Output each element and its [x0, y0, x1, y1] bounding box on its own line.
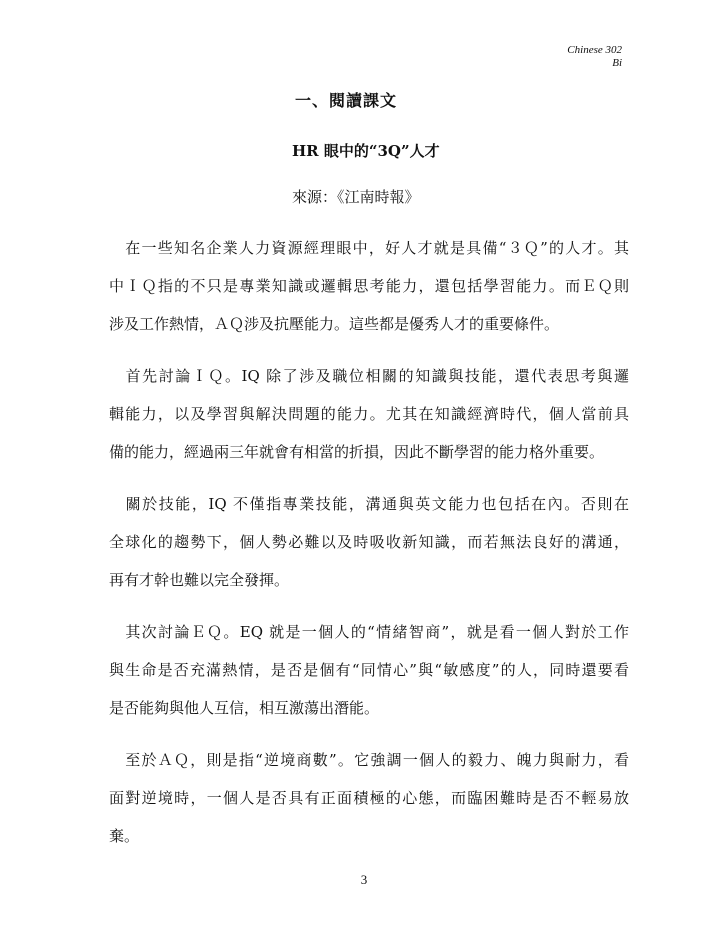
paragraph-line: 輯能力，以及學習與解決問題的能力。尤其在知識經濟時代，個人當前具 [109, 405, 629, 423]
paragraph-line: 在一些知名企業人力資源經理眼中，好人才就是具備“３Ｑ”的人才。其 [109, 239, 629, 257]
article-title: HR 眼中的“3Q”人才 [292, 142, 440, 160]
paragraph-line: 全球化的趨勢下，個人勢必難以及時吸收新知識，而若無法良好的溝通， [109, 533, 629, 551]
page-number: 3 [360, 872, 368, 887]
paragraph-line: 中ＩＱ指的不只是專業知識或邏輯思考能力，還包括學習能力。而ＥＱ則 [109, 277, 629, 295]
paragraph-4 [109, 613, 629, 727]
header-course: Chinese 302 [567, 44, 622, 56]
paragraph-line: 棄。 [109, 827, 140, 845]
header-code: Bi [612, 57, 622, 69]
paragraph-line: 是否能夠與他人互信，相互激蕩出潛能。 [109, 699, 380, 717]
article-source: 來源：《江南時報》 [292, 188, 420, 206]
paragraph-line: 面對逆境時，一個人是否具有正面積極的心態，而臨困難時是否不輕易放 [109, 789, 629, 807]
paragraph-line: 與生命是否充滿熱情，是否是個有“同情心”與“敏感度”的人，同時還要看 [109, 661, 629, 679]
paragraph-5 [109, 741, 629, 855]
paragraph-line: 涉及工作熱情，ＡＱ涉及抗壓能力。這些都是優秀人才的重要條件。 [109, 315, 560, 333]
paragraph-line: 備的能力，經過兩三年就會有相當的折損，因此不斷學習的能力格外重要。 [109, 443, 605, 461]
paragraph-2 [109, 357, 629, 471]
paragraph-3 [109, 485, 629, 599]
section-heading: 一、閱讀課文 [295, 91, 398, 110]
paragraph-line: 關於技能，IQ 不僅指專業技能，溝通與英文能力也包括在內。否則在 [109, 495, 629, 513]
paragraph-line: 其次討論ＥＱ。EQ 就是一個人的“情緒智商”，就是看一個人對於工作 [109, 623, 629, 641]
paragraph-1 [109, 229, 629, 343]
article-body [109, 229, 629, 869]
running-header [567, 44, 622, 70]
paragraph-line: 至於ＡＱ，則是指“逆境商數”。它強調一個人的毅力、魄力與耐力，看 [109, 751, 629, 769]
paragraph-line: 首先討論ＩＱ。IQ 除了涉及職位相關的知識與技能，還代表思考與邏 [109, 367, 629, 385]
paragraph-line: 再有才幹也難以完全發揮。 [109, 571, 290, 589]
